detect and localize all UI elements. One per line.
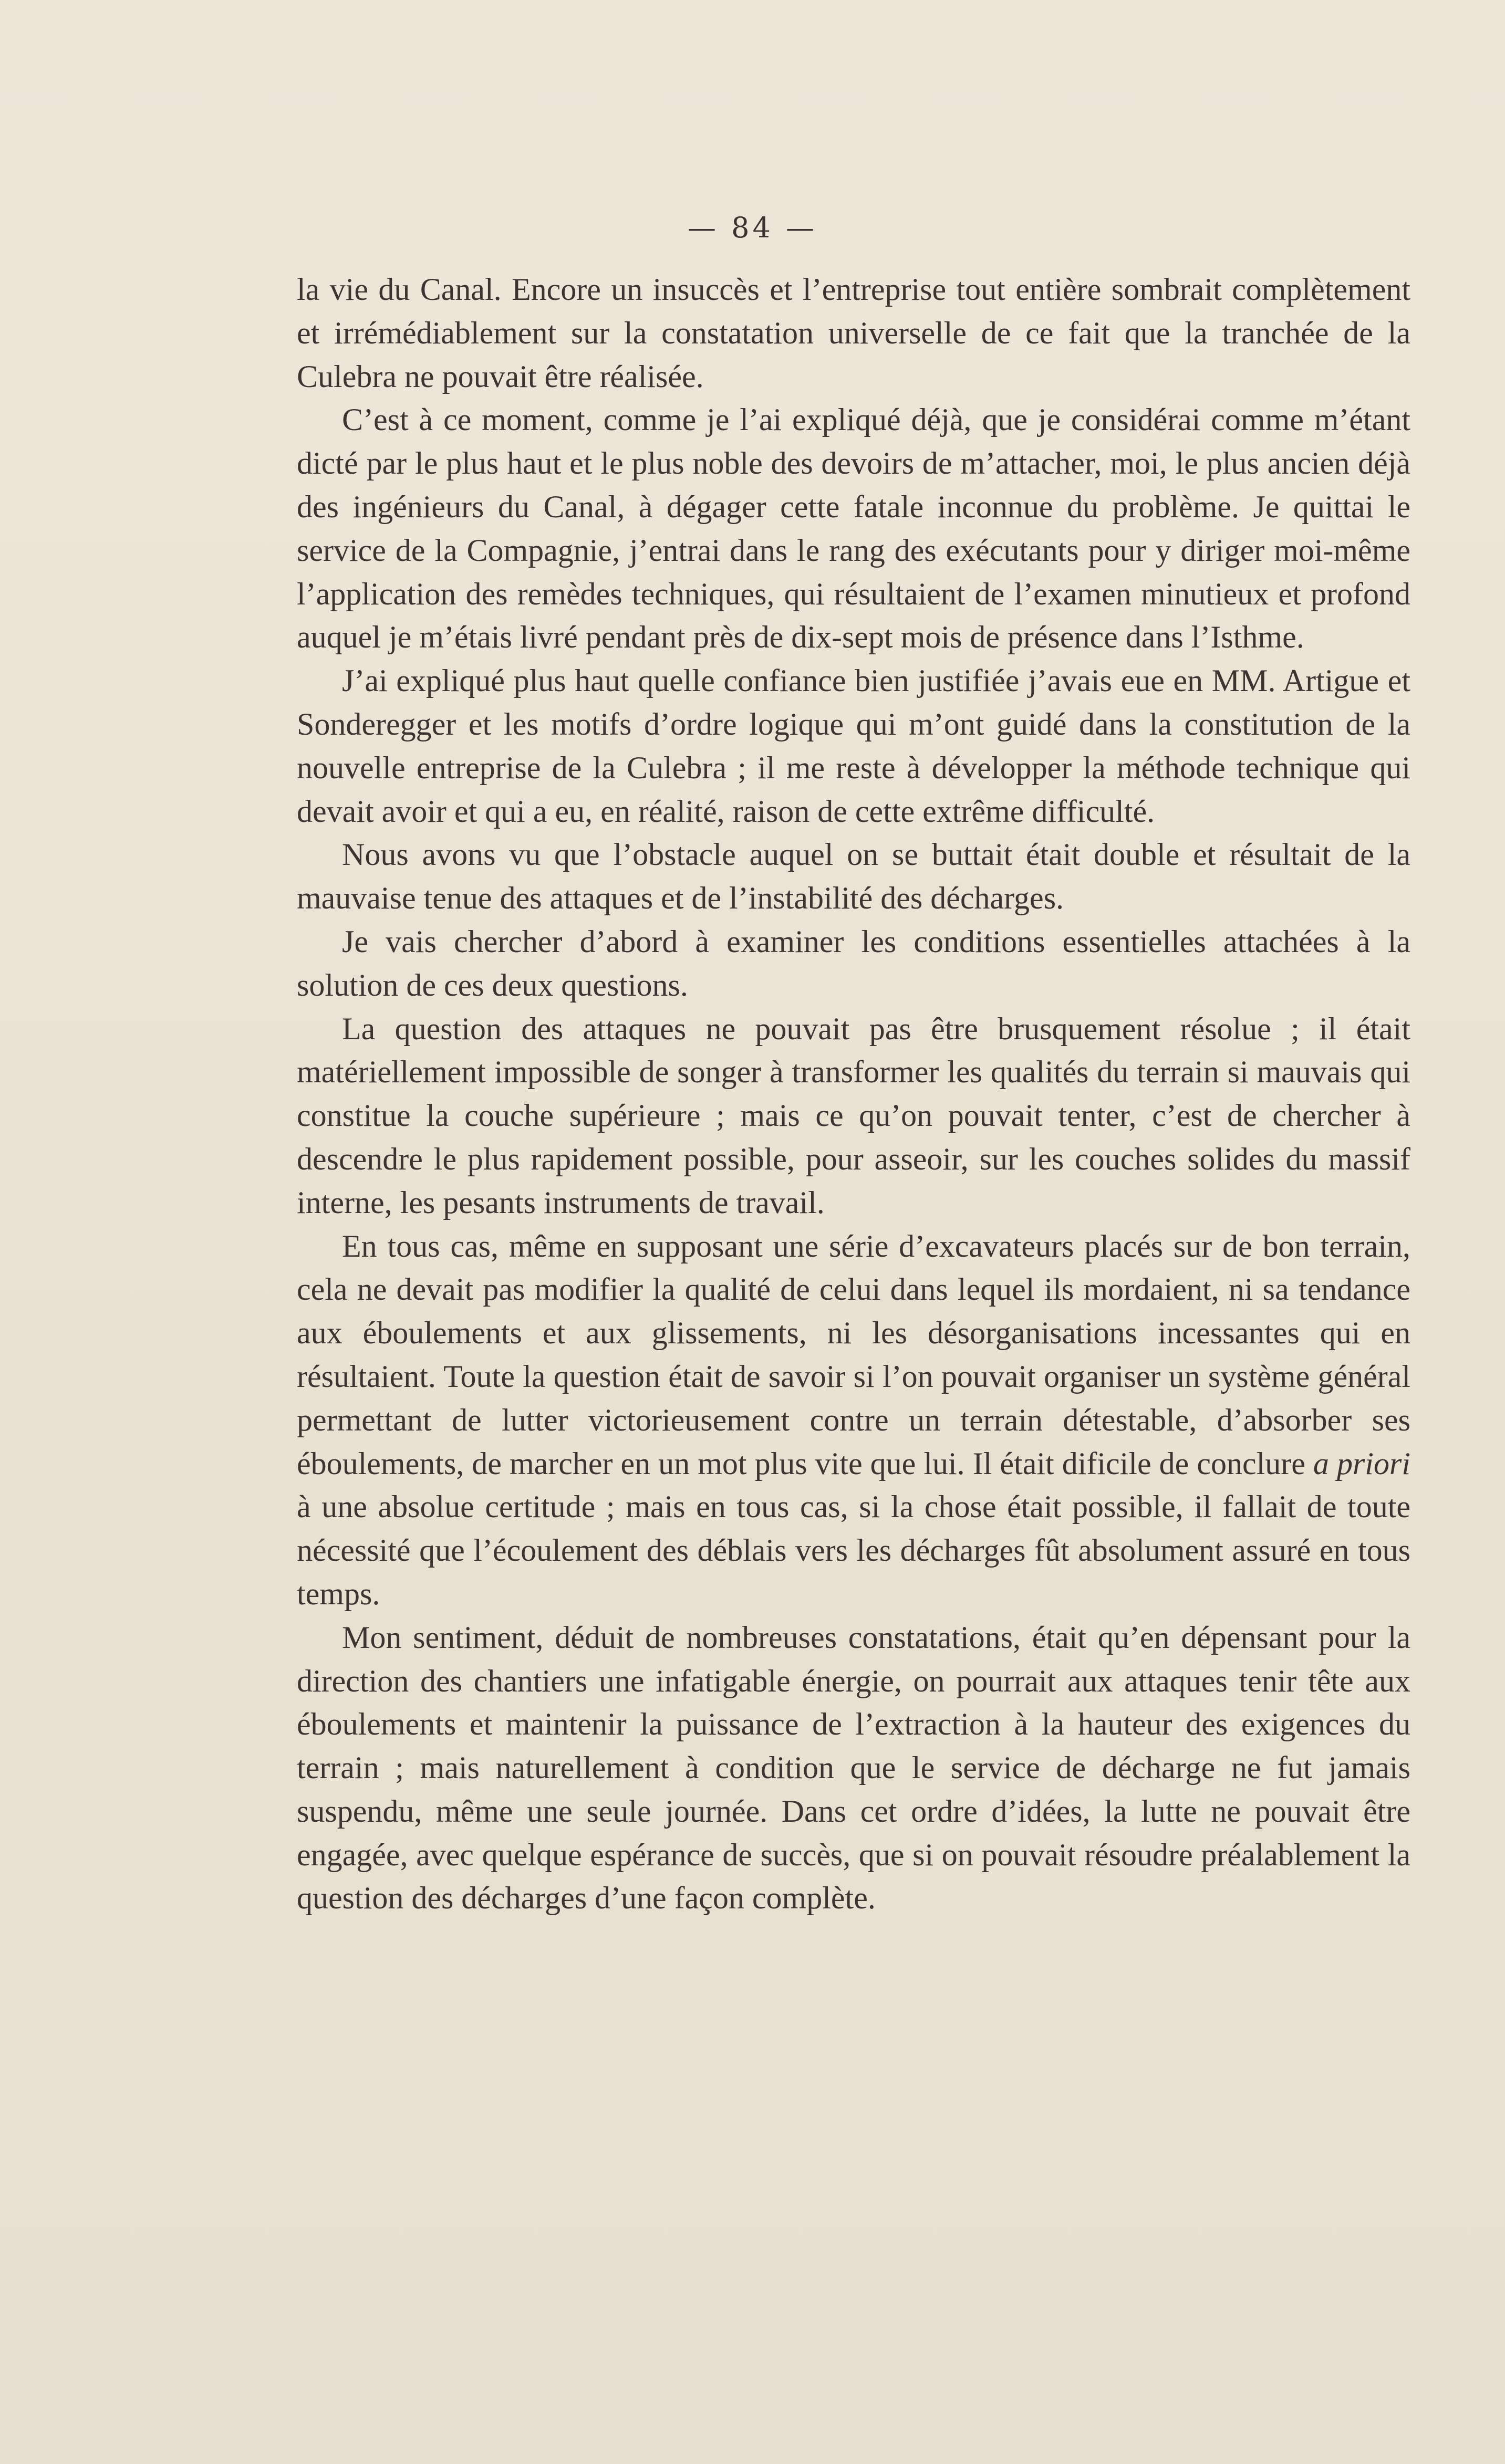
paragraph: la vie du Canal. Encore un insuccès et l’entreprise tout entière sombrait complètement et irrémédiablement sur la constatation universelle de ce fait que la tranchée de la Culebra ne pouvait être réalisée. (297, 272, 1410, 394)
paragraph-text: En tous cas, même en supposant une série d’excavateurs placés sur de bon terrain, cela ne devait pas modifier la qualité de celui dans lequel ils mordaient, ni sa tendance aux éboulements et aux glissements, ni les désorganisations incessantes qui en résultaient. Toute la question était de savoir si l’on pouvait organiser un système général permettant de lutter victorieusement contre un terrain détestable, d’absorber ses éboulements, de marcher en un mot plus vite que lui. Il était dificile de conclure (297, 1228, 1410, 1481)
paragraph: C’est à ce moment, comme je l’ai expliqué déjà, que je considérai comme m’étant dicté par le plus haut et le plus noble des devoirs de m’attacher, moi, le plus ancien déjà des ingénieurs du Canal, à dégager cette fatale inconnue du problème. Je quittai le service de la Compagnie, j’entrai dans le rang des exécutants pour y diriger moi-même l’application des remèdes techniques, qui résultaient de l’examen minutieux et profond auquel je m’étais livré pendant près de dix-sept mois de présence dans l’Isthme. (297, 402, 1410, 655)
paragraph: Nous avons vu que l’obstacle auquel on se buttait était double et résultait de la mauvaise tenue des attaques et de l’instabilité des décharges. (297, 837, 1410, 916)
body-text (297, 268, 1410, 1920)
paragraph: Je vais chercher d’abord à examiner les conditions essentielles attachées à la solution de ces deux questions. (297, 924, 1410, 1003)
paragraph: J’ai expliqué plus haut quelle confiance bien justifiée j’avais eue en MM. Artigue et Sonderegger et les motifs d’ordre logique qui m’ont guidé dans la constitution de la nouvelle entreprise de la Culebra ; il me reste à développer la méthode technique qui devait avoir et qui a eu, en réalité, raison de cette extrême difficulté. (297, 663, 1410, 829)
page-number: — 84 — (687, 211, 818, 244)
paragraph: La question des attaques ne pouvait pas être brusquement résolue ; il était matériellement impossible de songer à transformer les qualités du terrain si mauvais qui constitue la couche supérieure ; mais ce qu’on pouvait tenter, c’est de chercher à descendre le plus rapidement possible, pour asseoir, sur les couches solides du massif interne, les pesants instruments de travail. (297, 1011, 1410, 1220)
paragraph-text-continued: à une absolue certitude ; mais en tous cas, si la chose était possible, il fallait de toute nécessité que l’écoulement des déblais vers les décharges fût absolument assuré en tous temps. (297, 1489, 1410, 1611)
italic-phrase: a priori (1313, 1446, 1410, 1481)
paragraph (297, 1225, 1410, 1616)
paragraph: Mon sentiment, déduit de nombreuses constatations, était qu’en dépensant pour la direction des chantiers une infatigable énergie, on pourrait aux attaques tenir tête aux éboulements et maintenir la puissance de l’extraction à la hauteur des exigences du terrain ; mais naturellement à condition que le service de décharge ne fut jamais suspendu, même une seule journée. Dans cet ordre d’idées, la lutte ne pouvait être engagée, avec quelque espérance de succès, que si on pouvait résoudre préalablement la question des décharges d’une façon complète. (297, 1620, 1410, 1916)
